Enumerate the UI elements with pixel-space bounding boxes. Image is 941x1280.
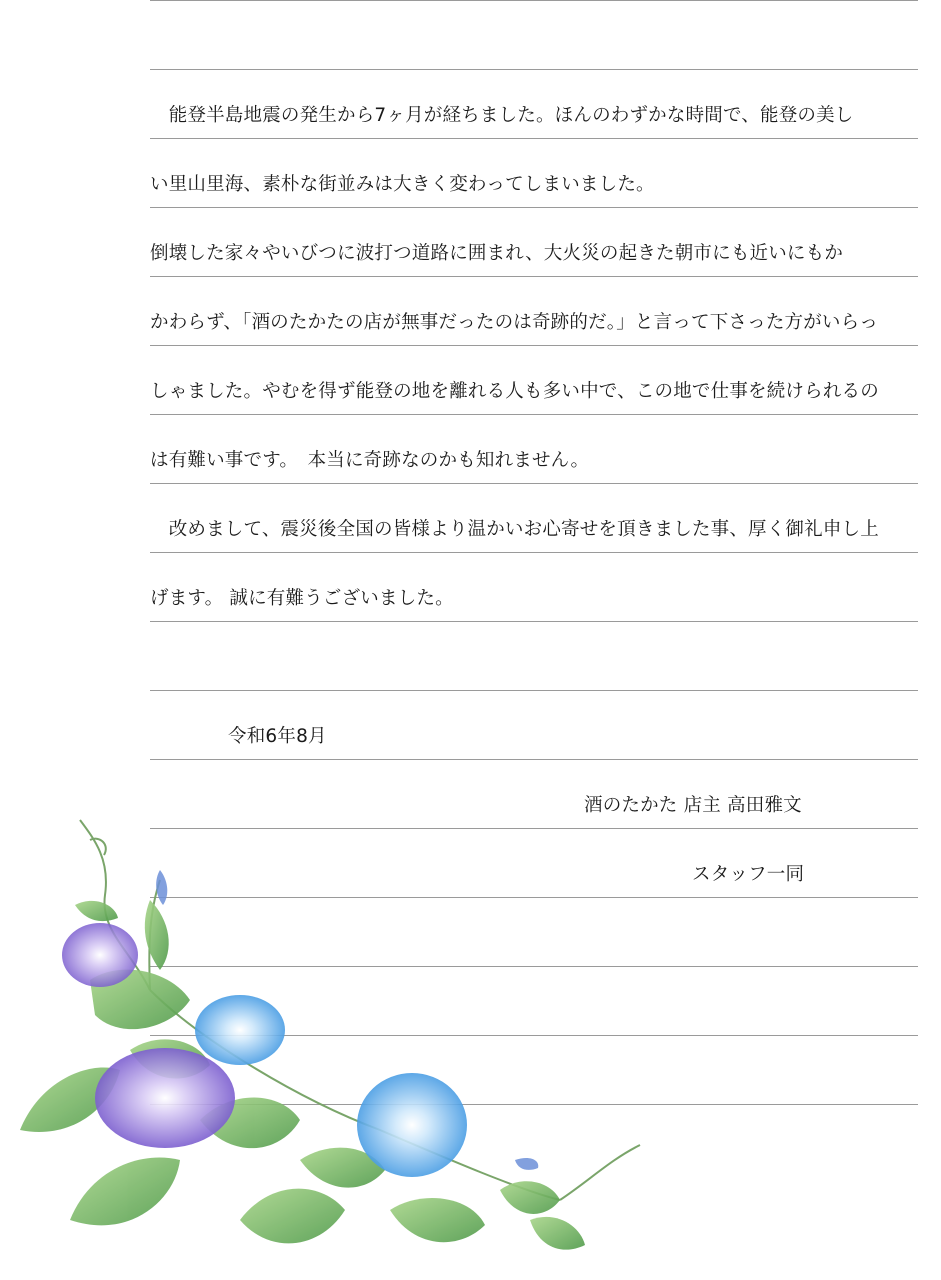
ruled-line — [150, 69, 918, 70]
letter-line-1: 能登半島地震の発生から7ヶ月が経ちました。ほんのわずかな時間で、能登の美し — [150, 105, 854, 126]
ruled-line — [150, 759, 918, 760]
morning-glory-illustration-icon — [0, 800, 660, 1280]
ruled-line — [150, 138, 918, 139]
ruled-line — [150, 207, 918, 208]
letter-line-2: い里山里海、素朴な街並みは大きく変わってしまいました。 — [150, 174, 655, 195]
letter-line-4: かわらず、「酒のたかたの店が無事だったのは奇跡的だ。」と言って下さった方がいらっ — [150, 312, 879, 333]
letter-line-8: げます。 誠に有難うございました。 — [150, 588, 454, 609]
letter-line-7: 改めまして、震災後全国の皆様より温かいお心寄せを頂きました事、厚く御礼申し上 — [150, 519, 879, 540]
letter-line-3: 倒壊した家々やいびつに波打つ道路に囲まれ、大火災の起きた朝市にも近いにもか — [150, 243, 844, 264]
letter-staff: スタッフ一同 — [692, 864, 805, 885]
ruled-line — [150, 483, 918, 484]
ruled-line — [150, 345, 918, 346]
letter-signature: 酒のたかた 店主 高田雅文 — [584, 795, 802, 816]
ruled-line — [150, 552, 918, 553]
letter-line-5: しゃました。やむを得ず能登の地を離れる人も多い中で、この地で仕事を続けられるの — [150, 381, 879, 402]
ruled-line — [150, 621, 918, 622]
ruled-line — [150, 276, 918, 277]
ruled-line — [150, 690, 918, 691]
ruled-line — [150, 0, 918, 1]
letter-date: 令和6年8月 — [228, 726, 327, 747]
ruled-line — [150, 414, 918, 415]
letter-line-6: は有難い事です。 本当に奇跡なのかも知れません。 — [150, 450, 590, 471]
